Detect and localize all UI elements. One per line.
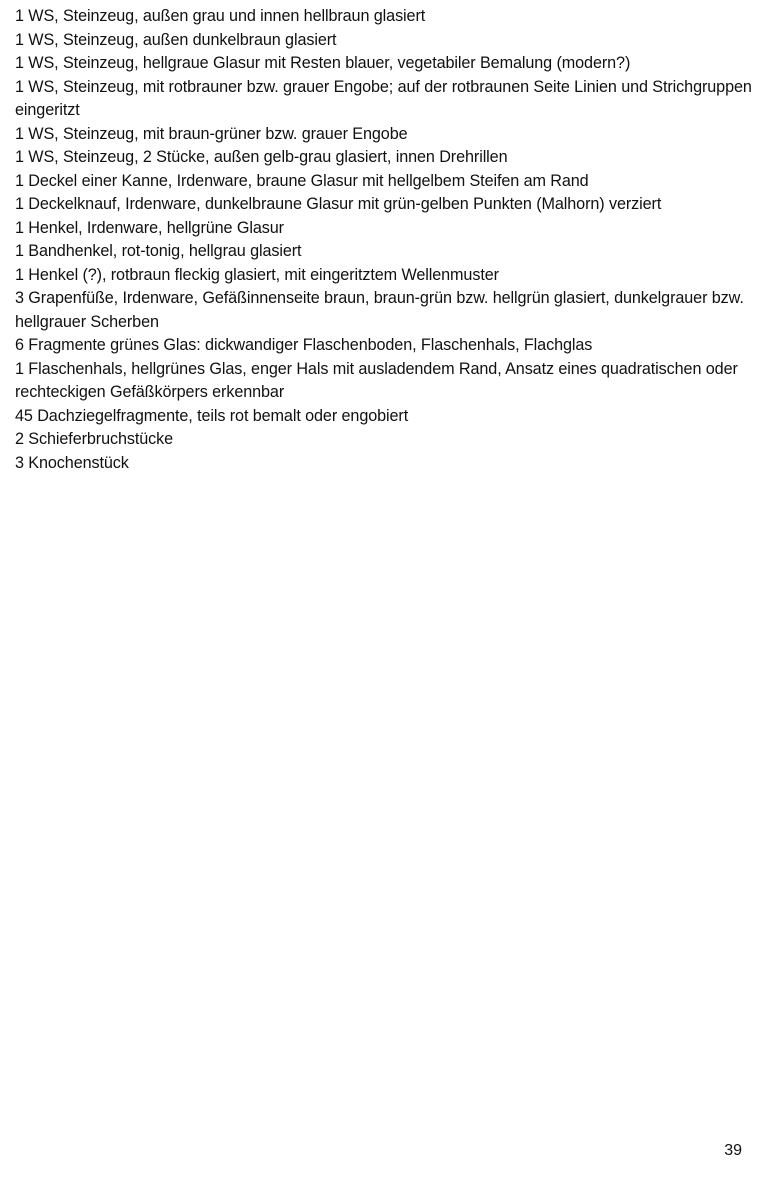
list-item: 3 Knochenstück xyxy=(15,453,129,472)
list-item: 1 WS, Steinzeug, außen grau und innen hellbraun glasiert xyxy=(15,7,426,25)
list-item: 1 Henkel, Irdenware, hellgrüne Glasur xyxy=(15,218,284,237)
finds-list xyxy=(15,5,760,475)
list-item: 1 Henkel (?), rotbraun fleckig glasiert, mit eingeritztem Wellenmuster xyxy=(15,265,499,284)
list-item: 1 Deckelknauf, Irdenware, dunkelbraune Glasur mit grün-gelben Punkten (Malhorn) verziert xyxy=(15,195,662,213)
list-item: 1 WS, Steinzeug, außen dunkelbraun glasiert xyxy=(15,30,337,49)
list-item: 3 Grapenfüße, Irdenware, Gefäßinnenseite braun, braun-grün bzw. hellgrün glasiert, dunkelgrauer bzw. hellgrauer Scherben xyxy=(15,289,744,331)
list-item: 1 Deckel einer Kanne, Irdenware, braune Glasur mit hellgelbem Steifen am Rand xyxy=(15,171,589,190)
list-item: 1 WS, Steinzeug, 2 Stücke, außen gelb-grau glasiert, innen Drehrillen xyxy=(15,148,508,166)
list-item: 1 WS, Steinzeug, mit braun-grüner bzw. grauer Engobe xyxy=(15,124,408,143)
list-item: 1 Bandhenkel, rot-tonig, hellgrau glasiert xyxy=(15,242,302,260)
list-item: 1 WS, Steinzeug, mit rotbrauner bzw. grauer Engobe; auf der rotbraunen Seite Linien und Strichgruppen eingeritzt xyxy=(15,77,752,119)
list-item: 2 Schieferbruchstücke xyxy=(15,430,174,448)
list-item: 1 WS, Steinzeug, hellgraue Glasur mit Resten blauer, vegetabiler Bemalung (modern?) xyxy=(15,54,631,72)
list-item: 6 Fragmente grünes Glas: dickwandiger Flaschenboden, Flaschenhals, Flachglas xyxy=(15,336,593,354)
list-item: 1 Flaschenhals, hellgrünes Glas, enger Hals mit ausladendem Rand, Ansatz eines quadratischen oder rechteckigen Gefäßkörpers erkennbar xyxy=(15,359,738,401)
page-number: 39 xyxy=(724,1142,742,1159)
list-item: 45 Dachziegelfragmente, teils rot bemalt oder engobiert xyxy=(15,406,409,425)
